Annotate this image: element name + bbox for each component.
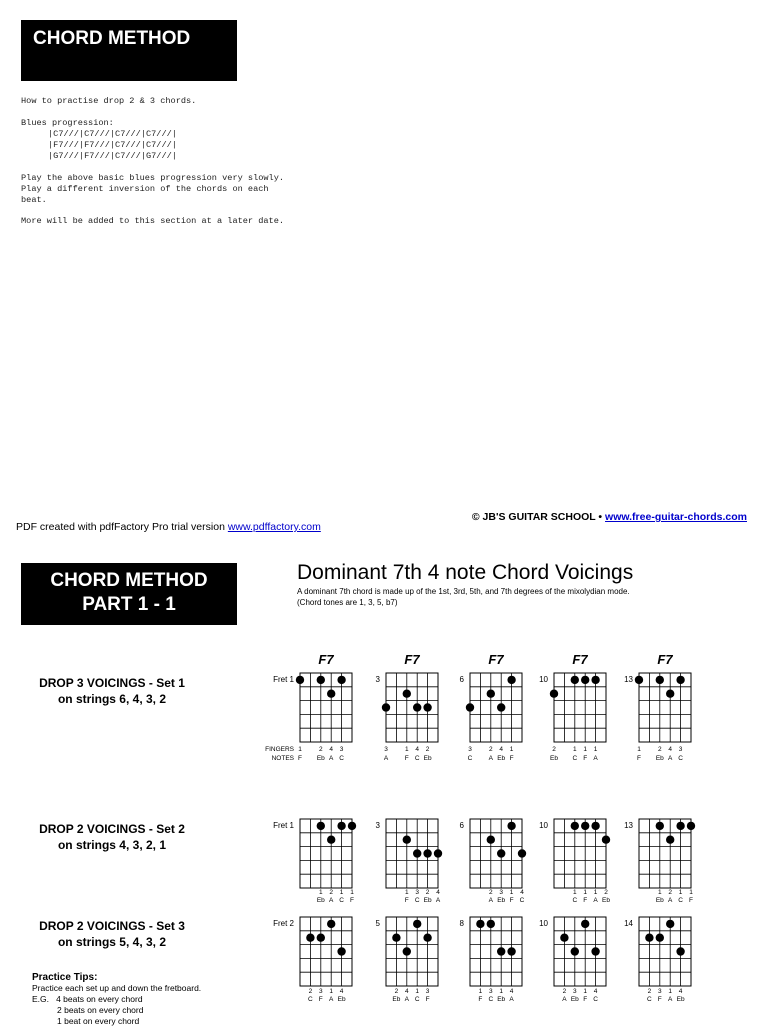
note-name: F: [583, 897, 588, 904]
finger-number: 1: [404, 746, 409, 753]
instruction-line: Play the above basic blues progression very slowly.: [21, 173, 285, 183]
set-2-strings: on strings 4, 3, 2, 1: [57, 838, 167, 852]
finger-dot: [497, 849, 505, 857]
set-2-title: DROP 2 VOICINGS - Set 2: [39, 822, 185, 836]
fretboard-outline: [386, 673, 438, 742]
finger-dot: [497, 947, 505, 955]
finger-dot: [635, 676, 643, 684]
finger-number: 1: [499, 988, 504, 995]
finger-dot: [645, 934, 653, 942]
finger-number: 2: [329, 889, 334, 896]
fret-marker: Fret 1: [273, 821, 294, 830]
fret-marker: 6: [459, 675, 464, 684]
note-name: C: [488, 996, 494, 1003]
finger-number: 1: [350, 889, 354, 896]
note-name: F: [478, 996, 483, 1003]
finger-number: 3: [488, 988, 493, 995]
note-name: C: [467, 755, 473, 762]
chord-diagram: [460, 652, 522, 762]
finger-dot: [423, 934, 431, 942]
finger-dot: [306, 934, 314, 942]
finger-number: 1: [583, 746, 588, 753]
finger-number: 2: [647, 988, 652, 995]
finger-number: 1: [678, 889, 683, 896]
finger-dot: [423, 703, 431, 711]
chord-diagram: [624, 819, 695, 904]
finger-dot: [571, 947, 579, 955]
description-line: (Chord tones are 1, 3, 5, b7): [297, 598, 398, 607]
instruction-line: beat.: [21, 195, 47, 205]
chord-diagram: [265, 652, 352, 762]
note-name: Eb: [655, 897, 664, 904]
note-name: F: [350, 897, 354, 904]
finger-dot: [337, 676, 345, 684]
finger-dot: [581, 920, 589, 928]
finger-number: 2: [425, 889, 430, 896]
set-1-title: DROP 3 VOICINGS - Set 1: [39, 676, 185, 690]
page2-title-box: [21, 563, 237, 625]
note-name: A: [435, 897, 441, 904]
note-name: C: [414, 897, 420, 904]
chord-diagram: [539, 819, 610, 904]
copyright-line: [472, 511, 747, 523]
finger-dot: [656, 822, 664, 830]
chord-diagram: [376, 819, 443, 904]
progression-line: |F7///|F7///|C7///|C7///|: [48, 140, 177, 150]
section-heading: Dominant 7th 4 note Chord Voicings: [297, 561, 634, 584]
note-name: F: [298, 755, 302, 762]
instructions: [21, 173, 284, 206]
blues-progression: [48, 129, 177, 162]
note-name: F: [425, 996, 430, 1003]
chord-name: F7: [488, 652, 504, 667]
finger-number: 2: [668, 889, 673, 896]
finger-dot: [337, 822, 345, 830]
pdf-note-text: PDF created with pdfFactory Pro trial version: [16, 521, 225, 533]
fret-marker: Fret 1: [273, 675, 294, 684]
fingers-row-label: FINGERS: [265, 746, 294, 753]
finger-number: 1: [689, 889, 693, 896]
finger-dot: [317, 822, 325, 830]
chord-diagram: [273, 917, 352, 1003]
finger-number: 3: [572, 988, 577, 995]
note-name: A: [593, 755, 598, 762]
set-2-diagrams: [273, 819, 695, 904]
finger-dot: [317, 934, 325, 942]
fret-marker: 13: [624, 675, 633, 684]
note-name: Eb: [602, 897, 610, 904]
note-name: Eb: [676, 996, 685, 1003]
note-name: Eb: [497, 996, 506, 1003]
note-name: Eb: [497, 897, 506, 904]
finger-number: 1: [329, 988, 334, 995]
tip-line: 1 beat on every chord: [57, 1016, 140, 1026]
finger-number: 3: [678, 746, 683, 753]
note-name: A: [488, 897, 493, 904]
note-name: F: [404, 755, 409, 762]
chord-diagram: [624, 917, 691, 1003]
set-3-title: DROP 2 VOICINGS - Set 3: [39, 919, 185, 933]
chord-name: F7: [318, 652, 334, 667]
finger-number: 4: [436, 889, 440, 896]
fretboard-outline: [639, 819, 691, 888]
note-name: C: [339, 755, 344, 762]
finger-number: 3: [415, 889, 420, 896]
fret-marker: 13: [624, 821, 633, 830]
note-name: Eb: [316, 755, 325, 762]
finger-number: 2: [562, 988, 567, 995]
fretboard-outline: [386, 819, 438, 888]
fretboard-outline: [470, 819, 522, 888]
finger-number: 4: [593, 988, 598, 995]
finger-number: 1: [583, 988, 588, 995]
finger-number: 1: [478, 988, 483, 995]
intro-text: How to practise drop 2 & 3 chords.: [21, 96, 197, 106]
fret-marker: 6: [459, 821, 464, 830]
note-name: A: [383, 755, 389, 762]
finger-number: 3: [468, 746, 472, 753]
finger-number: 2: [657, 746, 662, 753]
note-name: C: [593, 996, 598, 1003]
copyright-text: © JB'S GUITAR SCHOOL •: [471, 511, 603, 523]
finger-dot: [403, 947, 411, 955]
finger-dot: [591, 947, 599, 955]
finger-dot: [507, 822, 515, 830]
page2-title-line1: CHORD METHOD: [50, 570, 208, 591]
note-name: A: [668, 755, 673, 762]
finger-dot: [560, 934, 568, 942]
fretboard-outline: [470, 917, 522, 986]
note-name: F: [404, 897, 409, 904]
fret-marker: Fret 2: [273, 919, 294, 928]
finger-dot: [382, 703, 390, 711]
fret-marker: 3: [375, 675, 380, 684]
set-1-label: [22, 675, 202, 707]
chord-diagram: [376, 652, 438, 762]
finger-number: 3: [339, 746, 344, 753]
finger-dot: [676, 822, 684, 830]
note-name: Eb: [316, 897, 325, 904]
site-link[interactable]: www.free-guitar-chords.com: [605, 511, 747, 523]
note-name: C: [572, 755, 578, 762]
fret-marker: 5: [375, 919, 380, 928]
finger-dot: [403, 690, 411, 698]
description-line: A dominant 7th chord is made up of the 1st, 3rd, 5th, and 7th degrees of the mixolydian mode.: [297, 587, 630, 596]
note-name: C: [678, 897, 683, 904]
finger-number: 1: [657, 889, 662, 896]
finger-dot: [676, 947, 684, 955]
note-name: C: [519, 897, 525, 904]
note-name: Eb: [497, 755, 506, 762]
finger-number: 2: [604, 889, 608, 896]
finger-dot: [327, 920, 335, 928]
fretboard-outline: [300, 673, 352, 742]
note-name: F: [509, 755, 514, 762]
fretboard-outline: [554, 673, 606, 742]
finger-dot: [296, 676, 304, 684]
set-2-label: [22, 821, 202, 853]
note-name: F: [318, 996, 323, 1003]
notes-row-label: NOTES: [271, 755, 294, 762]
fretboard-outline: [300, 917, 352, 986]
finger-dot: [507, 947, 515, 955]
finger-dot: [327, 690, 335, 698]
fret-marker: 14: [624, 919, 633, 928]
finger-number: 2: [425, 746, 430, 753]
finger-dot: [550, 690, 558, 698]
instruction-line: Play a different inversion of the chords on each: [21, 184, 269, 194]
finger-number: 1: [583, 889, 588, 896]
note-name: A: [404, 996, 409, 1003]
finger-number: 4: [509, 988, 514, 995]
note-name: Eb: [655, 755, 664, 762]
finger-dot: [413, 849, 421, 857]
chord-diagram: [624, 652, 691, 762]
progression-line: |C7///|C7///|C7///|C7///|: [48, 129, 177, 139]
finger-number: 2: [308, 988, 313, 995]
fretboard-outline: [554, 917, 606, 986]
chord-diagram: [273, 819, 356, 904]
blues-label: Blues progression:: [21, 118, 114, 128]
finger-number: 4: [520, 889, 524, 896]
finger-dot: [666, 690, 674, 698]
finger-dot: [656, 934, 664, 942]
note-name: C: [678, 755, 683, 762]
finger-dot: [518, 849, 526, 857]
note-name: A: [329, 897, 334, 904]
finger-dot: [602, 836, 610, 844]
finger-number: 4: [415, 746, 420, 753]
fret-marker: 10: [539, 821, 548, 830]
note-name: C: [414, 996, 420, 1003]
finger-number: 1: [415, 988, 420, 995]
note-name: A: [509, 996, 514, 1003]
page1-title-box: [21, 20, 237, 81]
finger-number: 1: [668, 988, 673, 995]
finger-number: 1: [572, 889, 577, 896]
note-name: F: [637, 755, 641, 762]
fretboard-outline: [554, 819, 606, 888]
finger-number: 2: [552, 746, 556, 753]
fretboard-outline: [386, 917, 438, 986]
chord-name: F7: [572, 652, 588, 667]
chord-name: F7: [404, 652, 420, 667]
finger-number: 1: [593, 746, 598, 753]
note-name: A: [668, 897, 673, 904]
finger-number: 4: [499, 746, 504, 753]
note-name: C: [647, 996, 652, 1003]
note-name: F: [583, 755, 588, 762]
set-3-strings: on strings 5, 4, 3, 2: [57, 935, 167, 949]
note-name: Eb: [423, 755, 432, 762]
note-name: Eb: [570, 996, 579, 1003]
finger-dot: [656, 676, 664, 684]
pdf-note: [16, 521, 321, 533]
finger-number: 1: [637, 746, 641, 753]
finger-dot: [403, 836, 411, 844]
finger-number: 4: [339, 988, 344, 995]
note-name: C: [308, 996, 313, 1003]
chord-diagram: [460, 819, 527, 904]
finger-dot: [434, 849, 442, 857]
note-name: A: [329, 755, 334, 762]
finger-number: 3: [384, 746, 388, 753]
note-name: Eb: [337, 996, 346, 1003]
chord-diagram: [376, 917, 438, 1003]
note-name: C: [339, 897, 344, 904]
practice-tips: [32, 972, 201, 1027]
finger-dot: [497, 703, 505, 711]
finger-number: 1: [298, 746, 302, 753]
finger-dot: [571, 822, 579, 830]
tip-line: Practice each set up and down the fretboard.: [32, 983, 202, 993]
finger-dot: [666, 920, 674, 928]
finger-number: 1: [339, 889, 344, 896]
finger-number: 4: [329, 746, 334, 753]
fret-marker: 10: [539, 919, 548, 928]
finger-dot: [591, 676, 599, 684]
finger-number: 3: [425, 988, 430, 995]
finger-dot: [487, 690, 495, 698]
tip-line: E.G. 4 beats on every chord: [32, 994, 143, 1004]
fretboard-outline: [300, 819, 352, 888]
finger-dot: [413, 920, 421, 928]
finger-number: 3: [657, 988, 662, 995]
set-3-diagrams: [273, 917, 691, 1003]
finger-dot: [423, 849, 431, 857]
finger-number: 3: [318, 988, 323, 995]
finger-dot: [317, 676, 325, 684]
note-name: Eb: [550, 755, 558, 762]
finger-number: 1: [404, 889, 409, 896]
finger-number: 1: [509, 889, 514, 896]
note-name: F: [583, 996, 588, 1003]
note-name: C: [572, 897, 578, 904]
note-name: A: [593, 897, 598, 904]
finger-dot: [337, 947, 345, 955]
finger-dot: [581, 822, 589, 830]
finger-dot: [487, 920, 495, 928]
finger-dot: [581, 676, 589, 684]
finger-dot: [413, 703, 421, 711]
finger-dot: [571, 676, 579, 684]
chord-diagram: [460, 917, 522, 1003]
note-name: A: [562, 996, 567, 1003]
finger-number: 1: [318, 889, 323, 896]
finger-number: 2: [318, 746, 323, 753]
finger-number: 4: [678, 988, 683, 995]
pdffactory-link[interactable]: www.pdffactory.com: [227, 521, 321, 533]
finger-dot: [591, 822, 599, 830]
finger-dot: [687, 822, 695, 830]
tips-title: Practice Tips:: [32, 972, 98, 983]
finger-dot: [392, 934, 400, 942]
page2-title-line2: PART 1 - 1: [82, 594, 176, 615]
set-1-strings: on strings 6, 4, 3, 2: [57, 692, 167, 706]
note-name: C: [414, 755, 420, 762]
note-name: A: [329, 996, 334, 1003]
finger-number: 1: [572, 746, 577, 753]
note-name: Eb: [423, 897, 432, 904]
fretboard-outline: [639, 673, 691, 742]
fret-marker: 8: [459, 919, 464, 928]
set-1-diagrams: [265, 652, 691, 762]
fret-marker: 3: [375, 821, 380, 830]
more-note: More will be added to this section at a later date.: [21, 216, 285, 226]
fret-marker: 10: [539, 675, 548, 684]
finger-dot: [348, 822, 356, 830]
finger-number: 2: [394, 988, 399, 995]
set-3-label: [22, 918, 202, 950]
tip-line: 2 beats on every chord: [57, 1005, 144, 1015]
finger-dot: [476, 920, 484, 928]
finger-dot: [487, 836, 495, 844]
finger-dot: [507, 676, 515, 684]
finger-number: 2: [488, 889, 493, 896]
finger-dot: [466, 703, 474, 711]
note-name: A: [488, 755, 493, 762]
fretboard-outline: [470, 673, 522, 742]
chord-diagram: [539, 917, 606, 1003]
note-name: F: [657, 996, 662, 1003]
finger-number: 1: [509, 746, 514, 753]
progression-line: |G7///|F7///|C7///|G7///|: [48, 151, 177, 161]
finger-number: 4: [668, 746, 673, 753]
finger-dot: [666, 836, 674, 844]
finger-number: 2: [488, 746, 493, 753]
chord-diagram: [539, 652, 606, 762]
note-name: Eb: [392, 996, 401, 1003]
page1-title: CHORD METHOD: [33, 28, 191, 49]
finger-number: 1: [593, 889, 598, 896]
finger-dot: [327, 836, 335, 844]
fretboard-outline: [639, 917, 691, 986]
note-name: A: [668, 996, 673, 1003]
finger-number: 4: [404, 988, 409, 995]
finger-dot: [676, 676, 684, 684]
chord-name: F7: [657, 652, 673, 667]
note-name: F: [509, 897, 514, 904]
finger-number: 3: [499, 889, 504, 896]
note-name: F: [689, 897, 693, 904]
